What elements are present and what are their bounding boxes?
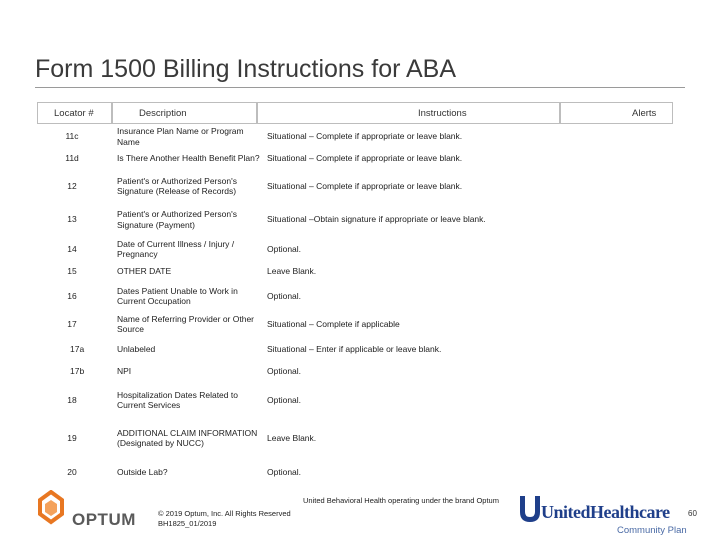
table-row: [37, 337, 673, 361]
table-row: [37, 261, 673, 281]
uhc-wordmark: UnitedHealthcare: [541, 502, 670, 522]
description-cell: OTHER DATE: [117, 265, 172, 276]
table-row: [37, 281, 673, 311]
description-cell: ADDITIONAL CLAIM INFORMATION (Designated by NUCC): [117, 427, 258, 449]
title-divider: [35, 87, 685, 88]
description-cell: Hospitalization Dates Related to Current Services: [117, 389, 238, 411]
description-cell: Patient's or Authorized Person's Signature (Release of Records): [117, 175, 237, 197]
document-code: BH1825_01/2019: [158, 518, 217, 528]
instructions-cell: Leave Blank.: [267, 265, 317, 276]
header-description: Description: [112, 102, 257, 124]
optum-wordmark: OPTUM: [72, 510, 136, 529]
locator-cell: 13: [67, 214, 77, 225]
header-instructions: Instructions: [257, 102, 560, 124]
description-cell: Is There Another Health Benefit Plan?: [117, 153, 260, 164]
locator-cell: 17: [67, 318, 77, 329]
instructions-cell: Situational – Complete if appropriate or leave blank.: [267, 180, 463, 191]
instructions-cell: Leave Blank.: [267, 432, 317, 443]
instructions-cell: Situational – Complete if appropriate or leave blank.: [267, 131, 463, 142]
instructions-cell: Optional.: [267, 243, 302, 254]
locator-cell: 14: [67, 243, 77, 254]
footer-brand-note: United Behavioral Health operating under the brand Optum: [303, 496, 499, 505]
uhc-subtitle: Community Plan: [617, 525, 687, 536]
table-row: [37, 170, 673, 202]
locator-cell: 16: [67, 290, 77, 301]
description-cell: Unlabeled: [117, 343, 156, 354]
locator-cell: 18: [67, 394, 77, 405]
instructions-cell: Optional.: [267, 366, 302, 377]
page-number: 60: [688, 509, 697, 518]
locator-cell: 11d: [65, 153, 79, 164]
instructions-cell: Optional.: [267, 394, 302, 405]
locator-cell: 17b: [70, 366, 85, 377]
instructions-cell: Optional.: [267, 466, 302, 477]
header-alerts: Alerts: [560, 102, 673, 124]
description-cell: Dates Patient Unable to Work in Current Occupation: [117, 285, 238, 307]
instructions-cell: Situational – Complete if appropriate or leave blank.: [267, 153, 463, 164]
table-row: [37, 202, 673, 237]
table-row: [37, 361, 673, 382]
description-cell: Insurance Plan Name or Program Name: [117, 126, 244, 147]
description-cell: Name of Referring Provider or Other Source: [117, 313, 254, 335]
description-cell: Patient's or Authorized Person's Signature (Payment): [117, 209, 237, 230]
header-locator: Locator #: [37, 102, 112, 124]
table-row: [37, 418, 673, 458]
locator-cell: 12: [67, 180, 77, 191]
description-cell: Date of Current Illness / Injury / Pregnancy: [117, 238, 235, 260]
table-row: [37, 382, 673, 418]
locator-cell: 17a: [70, 343, 85, 354]
instructions-cell: Situational –Obtain signature if appropriate or leave blank.: [267, 214, 486, 225]
instructions-cell: Optional.: [267, 290, 302, 301]
description-cell: Outside Lab?: [117, 466, 168, 477]
description-cell: NPI: [117, 366, 132, 377]
copyright-text: © 2019 Optum, Inc. All Rights Reserved: [158, 509, 291, 518]
table-row: [37, 458, 673, 486]
table-row: [37, 126, 673, 147]
table-row: [37, 237, 673, 261]
instructions-cell: Situational – Complete if applicable: [267, 318, 400, 329]
locator-cell: 11c: [65, 131, 79, 142]
locator-cell: 20: [67, 466, 77, 477]
locator-cell: 15: [67, 265, 77, 276]
copyright-block: [158, 509, 291, 528]
table-row: [37, 147, 673, 170]
billing-table: [37, 126, 673, 486]
table-row: [37, 311, 673, 337]
locator-cell: 19: [67, 432, 77, 443]
page-title: Form 1500 Billing Instructions for ABA: [35, 55, 457, 83]
instructions-cell: Situational – Enter if applicable or leave blank.: [267, 343, 442, 354]
